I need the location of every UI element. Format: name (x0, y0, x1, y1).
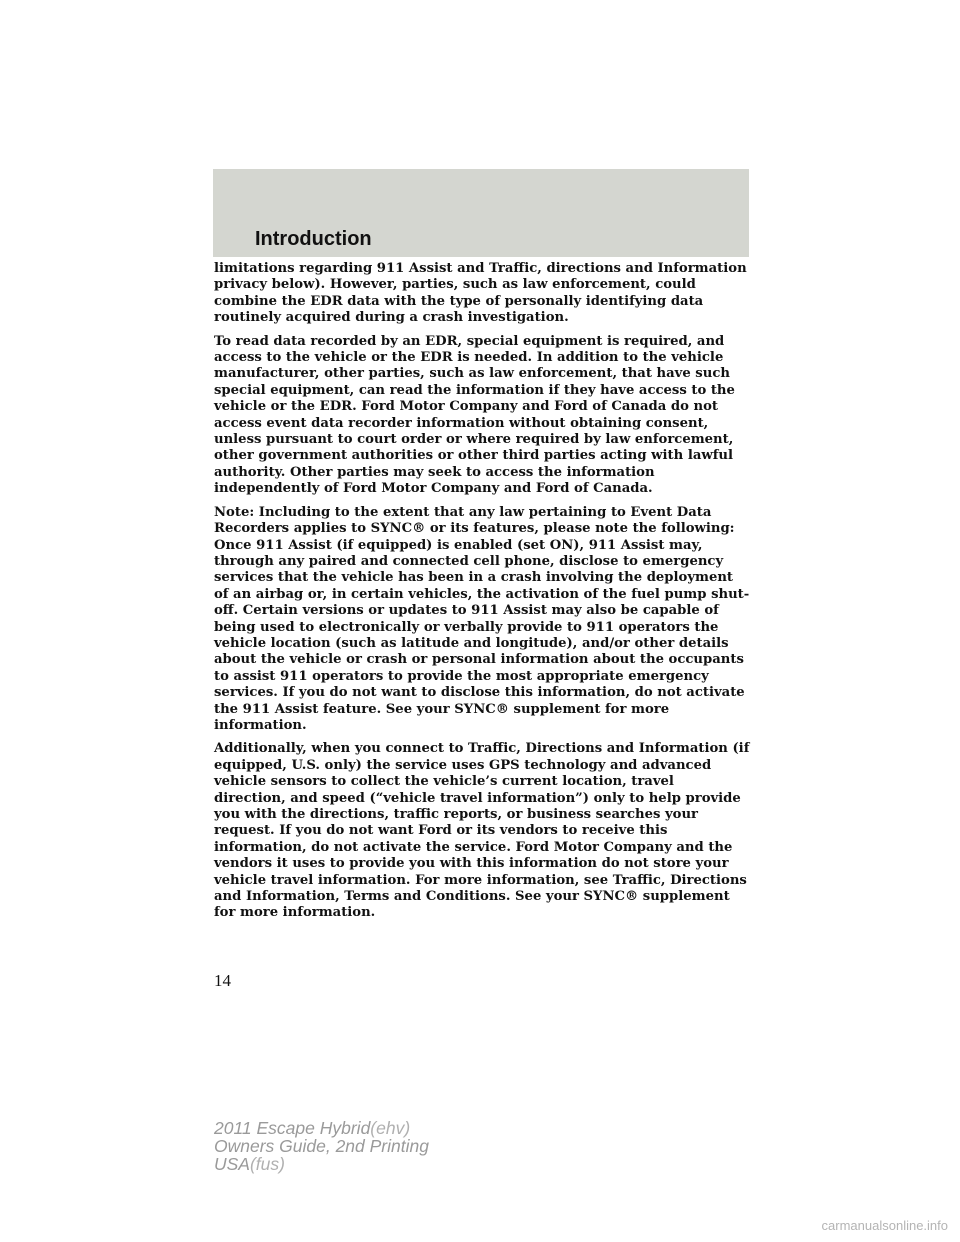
footer-model: 2011 Escape Hybrid (214, 1118, 371, 1138)
paragraph-sync-note: Note: Including to the extent that any law pertaining to Event Data Recorders applies to SYNC® or its features, please note the following: Once 911 Assist (if equipped) is enabled (set ON), 911 Assist may, through any paired and connected cell phone, disclose to emergency services that the vehicle has been in a crash involving the deployment of an airbag or, in certain vehicles, the activation of the fuel pump shut-off. Certain versions or updates to 911 Assist may also be capable of being used to electronically or verbally provide to 911 operators the vehicle location (such as latitude and longitude), and/or other details about the vehicle or crash or personal information about the occupants to assist 911 operators to provide the most appropriate emergency services. If you do not want to disclose this information, do not activate the 911 Assist feature. See your SYNC® supplement for more information. (214, 504, 750, 733)
footer-line-market (214, 1155, 429, 1173)
section-header-bar (213, 169, 749, 257)
page-number: 14 (214, 971, 231, 990)
footer-market: USA (214, 1154, 250, 1174)
footer-model-code: (ehv) (370, 1118, 411, 1138)
watermark-link[interactable]: carmanualsonline.info (821, 1218, 948, 1233)
footer-line-printing: Owners Guide, 2nd Printing (214, 1136, 429, 1156)
paragraph-edr-access: To read data recorded by an EDR, special equipment is required, and access to the vehicle or the EDR is needed. In addition to the vehicle manufacturer, other parties, such as law enforcement, that have such special equipment, can read the information if they have access to the vehicle or the EDR. Ford Motor Company and Ford of Canada do not access event data recorder information without obtaining consent, unless pursuant to court order or where required by law enforcement, other government authorities or other third parties acting with lawful authority. Other parties may seek to access the information independently of Ford Motor Company and Ford of Canada. (214, 333, 735, 497)
paragraph-edr-limitations: limitations regarding 911 Assist and Traffic, directions and Information privacy below). However, parties, such as law enforcement, could combine the EDR data with the type of personally identifying data routinely acquired during a crash investigation. (214, 261, 747, 326)
footer-line-model (214, 1119, 429, 1137)
body-text (214, 261, 750, 929)
footer-market-code: (fus) (249, 1154, 285, 1174)
section-title: Introduction (255, 228, 372, 250)
paragraph-traffic-directions: Additionally, when you connect to Traffic, Directions and Information (if equipped, U.S. only) the service uses GPS technology and advanced vehicle sensors to collect the vehicle’s current location, travel direction, and speed (“vehicle travel information”) only to help provide you with the directions, traffic reports, or business searches your request. If you do not want Ford or its vendors to receive this information, do not activate the service. Ford Motor Company and the vendors it uses to provide you with this information do not store your vehicle travel information. For more information, see Traffic, Directions and Information, Terms and Conditions. See your SYNC® supplement for more information. (214, 741, 750, 921)
footer-edition-info (214, 1119, 429, 1173)
